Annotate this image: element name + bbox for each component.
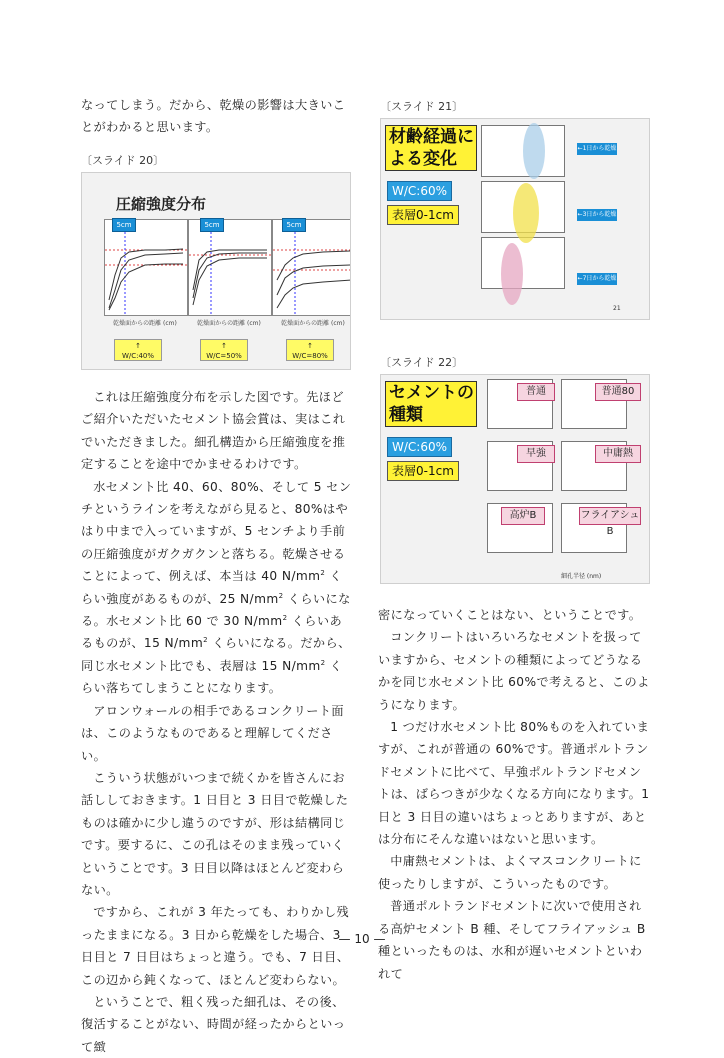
dry-from-day1-label: ←1日から乾燥 [577, 143, 617, 155]
wc-label: W/C:40% [121, 352, 155, 360]
x-axis-label: 乾燥面からの距離 (cm) [281, 320, 345, 327]
paragraph: ということで、粗く残った細孔は、その後、復活することがない、時間が経ったからといって緻 [81, 994, 346, 1054]
wc-box-50 [200, 339, 248, 361]
highlight-ellipse-pink [501, 243, 523, 305]
depth-tag: 5cm [112, 218, 136, 232]
dry-from-day3-label: ←3日から乾燥 [577, 209, 617, 221]
wc-box-40 [114, 339, 162, 361]
layer-label-box: 表層0-1cm [387, 461, 459, 481]
wc-label-box: W/C:60% [387, 437, 452, 457]
slide22-caption: 〔スライド 22〕 [380, 356, 464, 369]
pore-graph-day7 [481, 237, 565, 289]
paragraph: 水セメント比 40、60、80%、そして 5 センチというラインを考えながら見ると、80%はやはり中まで入っていますが、5 センチより手前の圧縮強度がガクガクンと落ちる。乾燥させることによって、例えば、本当は 40 $N/mm^2$ くらい強度があるものが、25 $N/mm^2$ くらいになる。水セメント比 60 で 30 $N/mm^2$ くらいあるものが、15 $N/mm^2$ くらいになる。だから、同じ水セメント比でも、表層は 15 $N/mm^2$ くらい落ちてしまうことになります。 [81, 479, 352, 696]
depth-tag: 5cm [282, 218, 306, 232]
highlight-ellipse-blue [523, 123, 545, 179]
paragraph: こういう状態がいつまで続くかを皆さんにお話ししておきます。1 日目と 3 日目で乾燥したものは確かに少し違うのですが、形は結構同じです。要するに、この孔はそのまま残っていくということです。3 日目以降はほとんど変わらない。 [81, 770, 349, 897]
x-axis-label: 細孔半径 (nm) [561, 573, 602, 580]
wc-label: W/C=50% [206, 352, 242, 360]
x-axis-label: 乾燥面からの距離 (cm) [197, 320, 261, 327]
up-arrow-icon: ↑ [307, 342, 313, 350]
cement-tag: 中庸熱 [595, 445, 641, 463]
slide-page-number: 21 [613, 305, 621, 312]
chart-panel-wc80 [272, 219, 351, 316]
x-axis-label: 乾燥面からの距離 (cm) [113, 320, 177, 327]
cement-tag: フライアシュB [579, 507, 641, 525]
slide21-figure [380, 118, 650, 320]
strength-curves-icon [105, 220, 187, 315]
dry-from-day7-label: ←7日から乾燥 [577, 273, 617, 285]
intro-paragraph: なってしまう。だから、乾燥の影響は大きいことがわかると思います。 [81, 98, 346, 135]
right-column-body [378, 604, 650, 985]
cement-tag: 早強 [517, 445, 555, 463]
paragraph: 中庸熱セメントは、よくマスコンクリートに使ったりしますが、こういったものです。 [378, 854, 642, 891]
wc-label: W/C=80% [292, 352, 328, 360]
slide22-figure [380, 374, 650, 584]
paragraph: コンクリートはいろいろなセメントを扱っていますから、セメントの種類によってどうなるかを同じ水セメント比 60%で考えると、このようになります。 [378, 630, 650, 712]
paragraph: これは圧縮強度分布を示した図です。先ほどご紹介いただいたセメント協会賞は、実はこれでいただきました。細孔構造から圧縮強度を推定することを途中でかませるわけです。 [81, 390, 346, 472]
wc-box-80 [286, 339, 334, 361]
slide21-caption: 〔スライド 21〕 [380, 100, 464, 113]
page-number: — 10 — [338, 932, 386, 946]
cement-tag: 普通 [517, 383, 555, 401]
paragraph: アロンウォールの相手であるコンクリート面は、このようなものであると理解してください。 [81, 703, 344, 763]
slide21-title: 材齢経過による変化 [385, 125, 477, 171]
highlight-ellipse-yellow [513, 183, 539, 243]
paragraph: 普通ポルトランドセメントに次いで使用される高炉セメント B 種、そしてフライアッシュ B 種といったものは、水和が遅いセメントといわれて [378, 899, 646, 981]
depth-tag: 5cm [200, 218, 224, 232]
cement-tag: 高炉B [501, 507, 545, 525]
up-arrow-icon: ↑ [221, 342, 227, 350]
strength-curves-icon [189, 220, 271, 315]
left-column-intro [81, 94, 353, 139]
wc-label-box: W/C:60% [387, 181, 452, 201]
slide22-title: セメントの種類 [385, 381, 477, 427]
up-arrow-icon: ↑ [135, 342, 141, 350]
strength-curves-icon [273, 220, 351, 315]
paragraph: 1 つだけ水セメント比 80%ものを入れていますが、これが普通の 60%です。普通ポルトランドセメントに比べて、早強ポルトランドセメントは、ばらつきが少なくなる方向になります。1 日と 3 日目の違いはちょっとありますが、あとは分布にそんな違いはないと思います。 [378, 720, 650, 847]
paragraph: ですから、これが 3 年たっても、わりかし残ったままになる。3 日から乾燥をした場合、3 日目と 7 日目はちょっと違う。でも、7 日目、この辺から鈍くなって、ほとんど変わらない。 [81, 905, 350, 987]
cement-tag: 普通80 [595, 383, 641, 401]
slide20-figure [81, 172, 351, 370]
slide20-caption: 〔スライド 20〕 [81, 154, 165, 167]
continued-paragraph: 密になっていくことはない、ということです。 [378, 608, 642, 622]
chart-panel-wc40 [104, 219, 188, 316]
slide20-title: 圧縮強度分布 [116, 195, 207, 213]
left-column-body [81, 386, 353, 1058]
layer-label-box: 表層0-1cm [387, 205, 459, 225]
chart-panel-wc60 [188, 219, 272, 316]
